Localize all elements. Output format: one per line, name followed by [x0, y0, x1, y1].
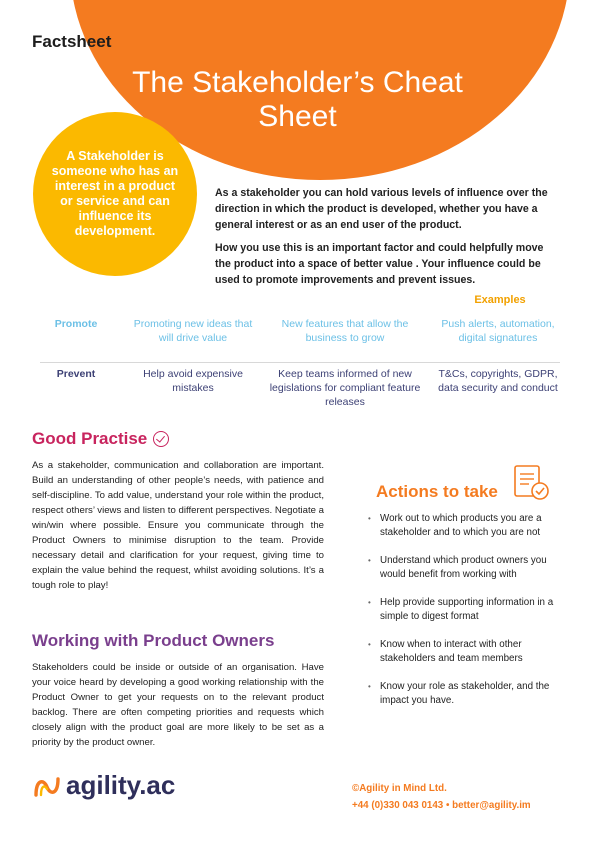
check-circle-icon [153, 431, 169, 447]
table-row-prevent [40, 362, 560, 410]
table-cell: T&Cs, copyrights, GDPR, data security and conduct [438, 368, 558, 394]
intro-section [215, 185, 560, 295]
contact-text: +44 (0)330 043 0143 • better@agility.im [352, 800, 531, 811]
table-cell: Keep teams informed of new legislations for compliant feature releases [269, 368, 421, 408]
row-label: Promote [54, 318, 98, 330]
working-with-po-body: Stakeholders could be inside or outside of an organisation. Have your voice heard by developing a good working relationship with the Product Owner to get your requests on to the relevant product backlog. There are often competing priorities and requests which closely align with the product goal are more likely to be set as a priority by the product owner. [32, 662, 324, 748]
table-cell: Help avoid expensive mistakes [143, 368, 243, 394]
definition-text: A Stakeholder is someone who has an interest in a product or service and can influence its development. [51, 149, 179, 238]
actions-list [366, 512, 554, 722]
contact-block [352, 780, 531, 814]
table-cell: New features that allow the business to grow [281, 318, 409, 344]
examples-header: Examples [474, 294, 526, 306]
intro-paragraph-2: How you use this is an important factor and could helpfully move the product into a space of better value . Your influence could be used to promote improvements and prevent issues. [215, 242, 544, 286]
list-item: • Work out to which products you are a stakeholder and to which you are not [366, 512, 554, 540]
good-practise-body: As a stakeholder, communication and collaboration are important. Build an understanding of other people’s needs, with patience and self-discipline. To add value, understand your role within the product, respect others’ views and listen to different perspectives. Negotiate a win/win where possible. Ensure you communicate through the Product Owners to minimise disruption to the team. Provide necessary detail and clarification for your request, giving time to explain the value behind the request, whilst avoiding solutions. It’s a tough role to play! [32, 460, 324, 591]
table-row-promote [40, 312, 560, 363]
list-item: • Help provide supporting information in a simple to digest format [366, 596, 554, 624]
good-practise-heading [32, 429, 169, 449]
intro-paragraph-1: As a stakeholder you can hold various levels of influence over the direction in which the product is developed, whether you have a general interest or as an end user of the product. [215, 187, 548, 231]
working-with-po-heading: Working with Product Owners [32, 631, 275, 650]
table-cell: Promoting new ideas that will drive value [133, 318, 253, 344]
copyright-text: ©Agility in Mind Ltd. [352, 783, 447, 794]
factsheet-label: Factsheet [32, 32, 112, 51]
row-label: Prevent [56, 368, 96, 380]
agility-logo [32, 770, 175, 801]
definition-circle [33, 112, 197, 276]
logo-mark-icon [32, 771, 62, 801]
list-item: • Understand which product owners you would benefit from working with [366, 554, 554, 582]
page-title: The Stakeholder’s Cheat Sheet [132, 66, 463, 133]
good-practise-title: Good Practise [32, 429, 148, 448]
list-item: • Know when to interact with other stakeholders and team members [366, 638, 554, 666]
actions-heading: Actions to take [376, 482, 498, 501]
list-item: • Know your role as stakeholder, and the impact you have. [366, 680, 554, 708]
document-checklist-icon [511, 464, 551, 502]
logo-text: agility.ac [66, 770, 176, 800]
table-cell: Push alerts, automation, digital signatures [441, 318, 555, 344]
